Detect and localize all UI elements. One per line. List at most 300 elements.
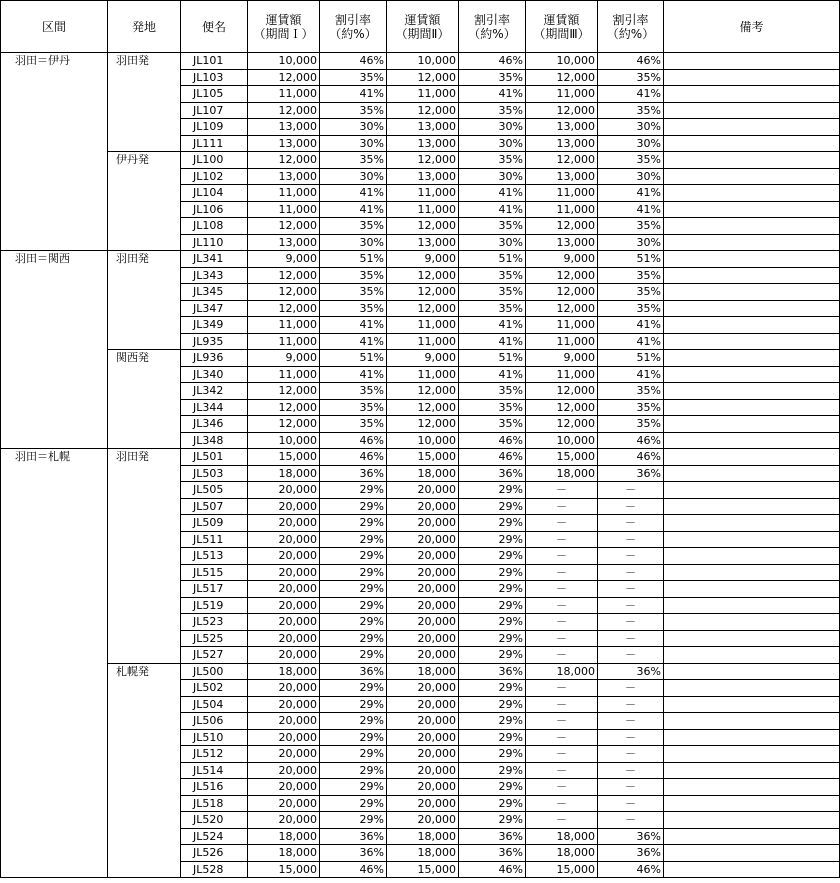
rate-period-2-cell: 36% [459, 663, 526, 680]
route-cell [1, 267, 108, 284]
remarks-cell [664, 498, 840, 515]
fare-period-1-cell: 12,000 [248, 383, 320, 400]
rate-period-3-cell: － [598, 482, 664, 499]
remarks-cell [664, 102, 840, 119]
table-row [1, 564, 840, 581]
fare-period-2-cell: 9,000 [387, 251, 459, 268]
rate-period-3-cell: 35% [598, 102, 664, 119]
origin-cell [108, 746, 181, 763]
origin-cell [108, 69, 181, 86]
flight-cell: JL108 [181, 218, 248, 235]
fare-period-2-cell: 20,000 [387, 531, 459, 548]
fare-period-3-cell: 12,000 [526, 102, 598, 119]
remarks-cell [664, 86, 840, 103]
rate-period-3-cell: － [598, 746, 664, 763]
rate-period-3-cell: 41% [598, 317, 664, 334]
rate-period-3-cell: 41% [598, 333, 664, 350]
route-cell: 羽田＝札幌 [1, 449, 108, 466]
fare-period-3-cell: 11,000 [526, 366, 598, 383]
rate-period-2-cell: 29% [459, 482, 526, 499]
fare-period-1-cell: 12,000 [248, 300, 320, 317]
rate-period-1-cell: 46% [320, 432, 387, 449]
flight-cell: JL512 [181, 746, 248, 763]
flight-cell: JL347 [181, 300, 248, 317]
remarks-cell [664, 135, 840, 152]
header-rate-label: 割引率 [473, 12, 510, 27]
origin-cell: 札幌発 [108, 663, 181, 680]
remarks-cell [664, 201, 840, 218]
table-row [1, 680, 840, 697]
rate-period-1-cell: 30% [320, 234, 387, 251]
route-cell [1, 564, 108, 581]
fare-period-2-cell: 18,000 [387, 845, 459, 862]
fare-period-1-cell: 11,000 [248, 333, 320, 350]
origin-cell [108, 432, 181, 449]
rate-period-1-cell: 29% [320, 762, 387, 779]
rate-period-1-cell: 29% [320, 531, 387, 548]
table-row [1, 746, 840, 763]
fare-period-2-cell: 18,000 [387, 828, 459, 845]
header-rate-1 [320, 1, 387, 53]
table-row [1, 531, 840, 548]
rate-period-1-cell: 41% [320, 201, 387, 218]
fare-period-1-cell: 20,000 [248, 614, 320, 631]
rate-period-2-cell: 29% [459, 614, 526, 631]
table-row [1, 366, 840, 383]
table-row [1, 861, 840, 878]
rate-period-2-cell: 29% [459, 696, 526, 713]
rate-period-3-cell: 35% [598, 284, 664, 301]
rate-period-3-cell: － [598, 614, 664, 631]
rate-period-3-cell: 30% [598, 168, 664, 185]
rate-period-3-cell: 51% [598, 350, 664, 367]
flight-cell: JL506 [181, 713, 248, 730]
header-fare-period-3 [526, 1, 598, 53]
flight-cell: JL344 [181, 399, 248, 416]
table-row [1, 713, 840, 730]
route-cell [1, 680, 108, 697]
route-cell [1, 333, 108, 350]
origin-cell [108, 630, 181, 647]
origin-cell [108, 185, 181, 202]
origin-cell [108, 201, 181, 218]
fare-period-2-cell: 11,000 [387, 86, 459, 103]
fare-period-2-cell: 13,000 [387, 234, 459, 251]
fare-period-1-cell: 20,000 [248, 647, 320, 664]
fare-period-1-cell: 20,000 [248, 564, 320, 581]
rate-period-1-cell: 35% [320, 218, 387, 235]
fare-period-1-cell: 12,000 [248, 102, 320, 119]
remarks-cell [664, 465, 840, 482]
flight-cell: JL349 [181, 317, 248, 334]
rate-period-1-cell: 29% [320, 713, 387, 730]
flight-cell: JL104 [181, 185, 248, 202]
rate-period-3-cell: 41% [598, 201, 664, 218]
origin-cell [108, 680, 181, 697]
rate-period-1-cell: 41% [320, 317, 387, 334]
rate-period-3-cell: 35% [598, 383, 664, 400]
table-row [1, 135, 840, 152]
fare-period-1-cell: 18,000 [248, 663, 320, 680]
header-fare-label: 運賃額 [543, 12, 580, 27]
flight-cell: JL348 [181, 432, 248, 449]
fare-period-1-cell: 12,000 [248, 69, 320, 86]
remarks-cell [664, 350, 840, 367]
origin-cell: 羽田発 [108, 53, 181, 70]
rate-period-2-cell: 41% [459, 333, 526, 350]
rate-period-3-cell: 35% [598, 267, 664, 284]
header-rate-3 [598, 1, 664, 53]
fare-period-3-cell: － [526, 729, 598, 746]
fare-period-3-cell: － [526, 779, 598, 796]
flight-cell: JL505 [181, 482, 248, 499]
rate-period-1-cell: 29% [320, 515, 387, 532]
table-row [1, 465, 840, 482]
rate-period-2-cell: 51% [459, 251, 526, 268]
rate-period-2-cell: 35% [459, 152, 526, 169]
remarks-cell [664, 482, 840, 499]
rate-period-3-cell: 30% [598, 135, 664, 152]
remarks-cell [664, 234, 840, 251]
rate-period-1-cell: 29% [320, 564, 387, 581]
remarks-cell [664, 399, 840, 416]
origin-cell [108, 614, 181, 631]
route-cell [1, 713, 108, 730]
flight-cell: JL105 [181, 86, 248, 103]
header-rate-unit: （約%） [468, 26, 516, 41]
fare-period-3-cell: － [526, 746, 598, 763]
fare-period-2-cell: 20,000 [387, 498, 459, 515]
origin-cell [108, 845, 181, 862]
fare-period-2-cell: 20,000 [387, 548, 459, 565]
flight-cell: JL528 [181, 861, 248, 878]
rate-period-3-cell: 35% [598, 399, 664, 416]
route-cell [1, 234, 108, 251]
origin-cell [108, 498, 181, 515]
origin-cell [108, 597, 181, 614]
table-row [1, 498, 840, 515]
fare-period-1-cell: 20,000 [248, 696, 320, 713]
rate-period-1-cell: 35% [320, 383, 387, 400]
fare-period-1-cell: 20,000 [248, 746, 320, 763]
rate-period-2-cell: 29% [459, 630, 526, 647]
table-row [1, 630, 840, 647]
table-row [1, 267, 840, 284]
remarks-cell [664, 581, 840, 598]
fare-period-3-cell: 11,000 [526, 201, 598, 218]
remarks-cell [664, 713, 840, 730]
origin-cell [108, 86, 181, 103]
origin-cell [108, 812, 181, 829]
fare-period-1-cell: 20,000 [248, 762, 320, 779]
flight-cell: JL510 [181, 729, 248, 746]
fare-period-3-cell: 12,000 [526, 284, 598, 301]
rate-period-1-cell: 29% [320, 548, 387, 565]
rate-period-2-cell: 35% [459, 399, 526, 416]
fare-period-3-cell: 10,000 [526, 432, 598, 449]
rate-period-3-cell: － [598, 548, 664, 565]
fare-period-1-cell: 20,000 [248, 498, 320, 515]
rate-period-3-cell: 36% [598, 465, 664, 482]
remarks-cell [664, 449, 840, 466]
header-rate-label: 割引率 [334, 12, 371, 27]
rate-period-1-cell: 36% [320, 845, 387, 862]
table-row [1, 350, 840, 367]
rate-period-2-cell: 29% [459, 746, 526, 763]
rate-period-2-cell: 46% [459, 449, 526, 466]
fare-period-3-cell: 12,000 [526, 300, 598, 317]
remarks-cell [664, 69, 840, 86]
fare-period-3-cell: 13,000 [526, 234, 598, 251]
rate-period-2-cell: 36% [459, 828, 526, 845]
fare-period-3-cell: 15,000 [526, 861, 598, 878]
flight-cell: JL100 [181, 152, 248, 169]
fare-period-1-cell: 18,000 [248, 845, 320, 862]
fare-period-3-cell: － [526, 581, 598, 598]
rate-period-3-cell: 41% [598, 366, 664, 383]
fare-period-2-cell: 11,000 [387, 185, 459, 202]
remarks-cell [664, 564, 840, 581]
remarks-cell [664, 267, 840, 284]
origin-cell: 羽田発 [108, 449, 181, 466]
rate-period-3-cell: 36% [598, 845, 664, 862]
rate-period-3-cell: 36% [598, 828, 664, 845]
origin-cell [108, 795, 181, 812]
fare-period-3-cell: 12,000 [526, 399, 598, 416]
fare-period-2-cell: 20,000 [387, 779, 459, 796]
fare-period-3-cell: 9,000 [526, 251, 598, 268]
rate-period-1-cell: 35% [320, 284, 387, 301]
rate-period-3-cell: 35% [598, 218, 664, 235]
origin-cell [108, 333, 181, 350]
route-cell [1, 399, 108, 416]
fare-period-3-cell: 12,000 [526, 152, 598, 169]
remarks-cell [664, 168, 840, 185]
fare-period-2-cell: 20,000 [387, 614, 459, 631]
header-rate-unit: （約%） [329, 26, 377, 41]
table-row [1, 696, 840, 713]
rate-period-2-cell: 29% [459, 795, 526, 812]
fare-period-2-cell: 18,000 [387, 465, 459, 482]
table-row [1, 762, 840, 779]
fare-period-2-cell: 12,000 [387, 69, 459, 86]
rate-period-2-cell: 46% [459, 861, 526, 878]
flight-cell: JL519 [181, 597, 248, 614]
table-row [1, 218, 840, 235]
fare-period-2-cell: 18,000 [387, 663, 459, 680]
fare-period-2-cell: 13,000 [387, 119, 459, 136]
table-row [1, 53, 840, 70]
flight-cell: JL340 [181, 366, 248, 383]
rate-period-1-cell: 46% [320, 53, 387, 70]
flight-cell: JL501 [181, 449, 248, 466]
table-row [1, 300, 840, 317]
fare-period-2-cell: 20,000 [387, 762, 459, 779]
fare-period-3-cell: 11,000 [526, 317, 598, 334]
fare-period-3-cell: － [526, 630, 598, 647]
fare-period-2-cell: 20,000 [387, 482, 459, 499]
fare-period-2-cell: 15,000 [387, 449, 459, 466]
route-cell [1, 383, 108, 400]
route-cell [1, 614, 108, 631]
origin-cell [108, 218, 181, 235]
table-row [1, 284, 840, 301]
flight-cell: JL109 [181, 119, 248, 136]
flight-cell: JL110 [181, 234, 248, 251]
route-cell [1, 317, 108, 334]
header-flight: 便名 [181, 1, 248, 53]
rate-period-3-cell: 30% [598, 234, 664, 251]
origin-cell: 関西発 [108, 350, 181, 367]
origin-cell [108, 696, 181, 713]
remarks-cell [664, 251, 840, 268]
rate-period-2-cell: 29% [459, 762, 526, 779]
remarks-cell [664, 762, 840, 779]
fare-period-3-cell: － [526, 762, 598, 779]
fare-period-2-cell: 20,000 [387, 630, 459, 647]
route-cell [1, 729, 108, 746]
fare-period-3-cell: － [526, 548, 598, 565]
route-cell [1, 168, 108, 185]
rate-period-2-cell: 29% [459, 564, 526, 581]
table-body [1, 53, 840, 878]
rate-period-2-cell: 29% [459, 680, 526, 697]
fare-period-1-cell: 20,000 [248, 680, 320, 697]
remarks-cell [664, 746, 840, 763]
table-row [1, 449, 840, 466]
remarks-cell [664, 630, 840, 647]
fare-period-3-cell: 13,000 [526, 135, 598, 152]
flight-cell: JL513 [181, 548, 248, 565]
fare-period-2-cell: 20,000 [387, 812, 459, 829]
route-cell [1, 581, 108, 598]
table-row [1, 812, 840, 829]
flight-cell: JL106 [181, 201, 248, 218]
origin-cell [108, 762, 181, 779]
flight-cell: JL500 [181, 663, 248, 680]
rate-period-2-cell: 29% [459, 647, 526, 664]
route-cell [1, 300, 108, 317]
route-cell [1, 762, 108, 779]
table-row [1, 795, 840, 812]
fare-period-3-cell: 12,000 [526, 416, 598, 433]
table-row [1, 201, 840, 218]
rate-period-2-cell: 29% [459, 812, 526, 829]
remarks-cell [664, 366, 840, 383]
table-row [1, 333, 840, 350]
remarks-cell [664, 597, 840, 614]
fare-period-3-cell: 12,000 [526, 218, 598, 235]
fare-period-2-cell: 12,000 [387, 152, 459, 169]
fare-period-1-cell: 10,000 [248, 53, 320, 70]
fare-period-1-cell: 20,000 [248, 482, 320, 499]
fare-period-1-cell: 20,000 [248, 795, 320, 812]
fare-period-3-cell: － [526, 531, 598, 548]
route-cell [1, 746, 108, 763]
rate-period-3-cell: － [598, 696, 664, 713]
route-cell [1, 779, 108, 796]
flight-cell: JL525 [181, 630, 248, 647]
table-row [1, 597, 840, 614]
fare-period-1-cell: 13,000 [248, 168, 320, 185]
rate-period-3-cell: － [598, 597, 664, 614]
header-rate-label: 割引率 [612, 12, 649, 27]
flight-cell: JL524 [181, 828, 248, 845]
rate-period-1-cell: 29% [320, 498, 387, 515]
rate-period-2-cell: 29% [459, 515, 526, 532]
rate-period-2-cell: 30% [459, 119, 526, 136]
rate-period-3-cell: － [598, 713, 664, 730]
route-cell [1, 845, 108, 862]
fare-period-1-cell: 12,000 [248, 284, 320, 301]
origin-cell [108, 366, 181, 383]
remarks-cell [664, 614, 840, 631]
flight-cell: JL111 [181, 135, 248, 152]
rate-period-1-cell: 29% [320, 647, 387, 664]
fare-period-3-cell: 11,000 [526, 185, 598, 202]
rate-period-3-cell: 46% [598, 432, 664, 449]
rate-period-1-cell: 29% [320, 680, 387, 697]
rate-period-3-cell: － [598, 498, 664, 515]
remarks-cell [664, 333, 840, 350]
rate-period-2-cell: 41% [459, 201, 526, 218]
table-row [1, 416, 840, 433]
flight-cell: JL518 [181, 795, 248, 812]
remarks-cell [664, 317, 840, 334]
flight-cell: JL520 [181, 812, 248, 829]
fare-period-3-cell: 18,000 [526, 845, 598, 862]
rate-period-1-cell: 41% [320, 86, 387, 103]
rate-period-1-cell: 36% [320, 663, 387, 680]
route-cell [1, 597, 108, 614]
rate-period-3-cell: － [598, 581, 664, 598]
table-row [1, 515, 840, 532]
rate-period-3-cell: 35% [598, 416, 664, 433]
fare-period-3-cell: 11,000 [526, 86, 598, 103]
rate-period-1-cell: 35% [320, 152, 387, 169]
table-row [1, 432, 840, 449]
rate-period-2-cell: 46% [459, 432, 526, 449]
flight-cell: JL107 [181, 102, 248, 119]
fare-period-2-cell: 20,000 [387, 581, 459, 598]
fare-period-2-cell: 12,000 [387, 267, 459, 284]
table-row [1, 69, 840, 86]
fare-period-1-cell: 11,000 [248, 317, 320, 334]
header-remarks: 備考 [664, 1, 840, 53]
rate-period-1-cell: 29% [320, 581, 387, 598]
fare-period-2-cell: 11,000 [387, 317, 459, 334]
header-fare-label: 運賃額 [404, 12, 441, 27]
header-row [1, 1, 840, 53]
fare-period-3-cell: 12,000 [526, 383, 598, 400]
rate-period-3-cell: 41% [598, 86, 664, 103]
route-cell [1, 416, 108, 433]
origin-cell [108, 383, 181, 400]
flight-cell: JL102 [181, 168, 248, 185]
fare-period-2-cell: 20,000 [387, 647, 459, 664]
fare-period-2-cell: 20,000 [387, 746, 459, 763]
table-row [1, 482, 840, 499]
fare-period-1-cell: 13,000 [248, 119, 320, 136]
fare-period-2-cell: 20,000 [387, 597, 459, 614]
rate-period-1-cell: 35% [320, 300, 387, 317]
origin-cell: 羽田発 [108, 251, 181, 268]
rate-period-1-cell: 30% [320, 119, 387, 136]
rate-period-2-cell: 51% [459, 350, 526, 367]
rate-period-1-cell: 51% [320, 251, 387, 268]
route-cell [1, 663, 108, 680]
fare-period-2-cell: 20,000 [387, 564, 459, 581]
